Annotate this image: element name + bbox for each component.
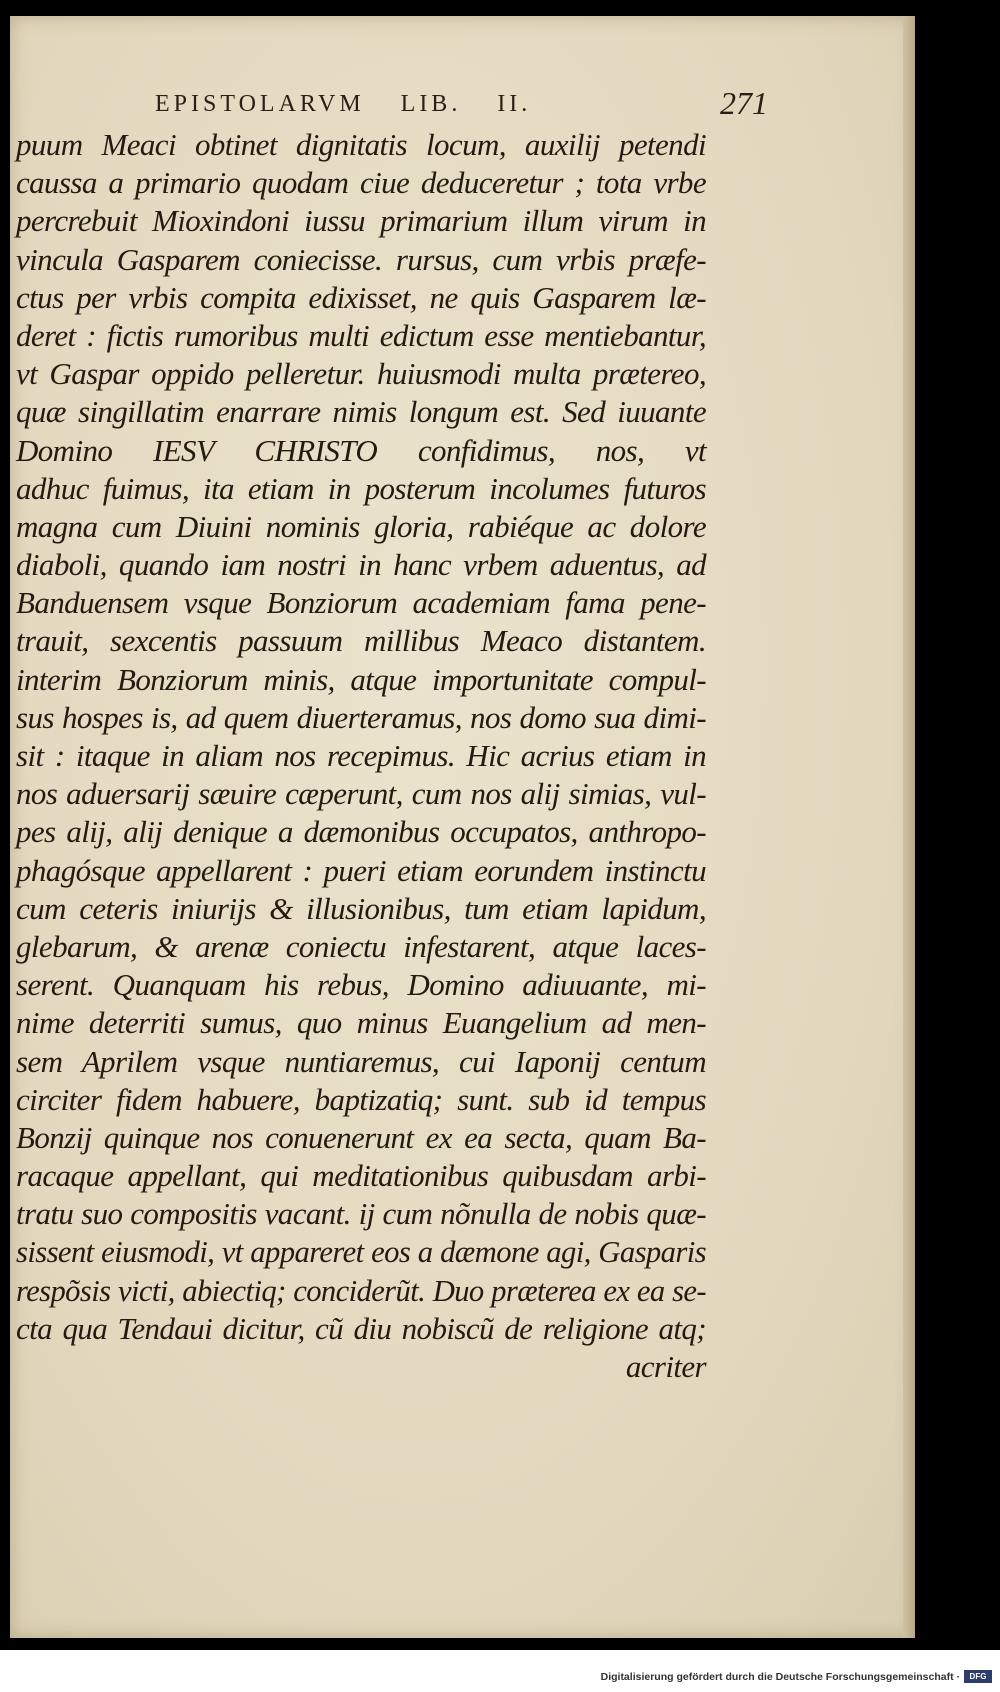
text-line: nos aduersarij sæuire cæperunt, cum nos alij simias, vul-: [16, 776, 706, 812]
footer-bar: [0, 1650, 1000, 1692]
text-line: vt Gaspar oppido pelleretur. huiusmodi multa prætereo,: [16, 356, 706, 392]
text-line: caussa a primario quodam ciue deduceretur ; tota vrbe: [16, 165, 706, 201]
text-line: nime deterriti sumus, quo minus Euangelium ad men-: [16, 1005, 706, 1041]
text-line: cta qua Tendaui dicitur, cũ diu nobiscũ de religione atq;: [16, 1310, 706, 1346]
text-line: sissent eiusmodi, vt appareret eos a dæmone agi, Gasparis: [16, 1235, 706, 1270]
text-line: Banduensem vsque Bonziorum academiam fama pene-: [16, 585, 706, 621]
text-line: percrebuit Mioxindoni iussu primarium illum virum in: [16, 203, 706, 239]
text-line: vincula Gasparem coniecisse. rursus, cum vrbis præfe-: [16, 241, 706, 277]
text-line: serent. Quanquam his rebus, Domino adiuuante, mi-: [16, 967, 706, 1003]
dfg-logo-icon: DFG: [964, 1670, 992, 1683]
text-line: sus hospes is, ad quem diuerteramus, nos domo sua dimi-: [16, 699, 706, 735]
text-line: sem Aprilem vsque nuntiaremus, cui Iaponij centum: [16, 1043, 706, 1079]
text-line: diaboli, quando iam nostri in hanc vrbem aduentus, ad: [16, 547, 706, 583]
text-line: racaque appellant, qui meditationibus quibusdam arbi-: [16, 1158, 706, 1194]
text-line: trauit, sexcentis passuum millibus Meaco distantem.: [16, 623, 706, 659]
page-number: 271: [720, 85, 768, 121]
text-line: magna cum Diuini nominis gloria, rabiéque ac dolore: [16, 508, 706, 544]
body-text: [16, 126, 706, 1386]
text-line: interim Bonziorum minis, atque importunitate compul-: [16, 661, 706, 697]
text-line: circiter fidem habuere, baptizatiq; sunt. sub id tempus: [16, 1081, 706, 1117]
catchword: acriter: [625, 1349, 706, 1384]
text-line: quæ singillatim enarrare nimis longum est. Sed iuuante: [16, 394, 706, 430]
text-line: sit : itaque in aliam nos recepimus. Hic acrius etiam in: [16, 738, 706, 773]
page-edge: [903, 16, 915, 1638]
text-line: ctus per vrbis compita edixisset, ne quis Gasparem læ-: [16, 279, 706, 315]
page-header: [155, 85, 855, 125]
text-line: pes alij, alij denique a dæmonibus occupatos, anthropo-: [16, 814, 706, 850]
text-line: cum ceteris iniurijs & illusionibus, tum etiam lapidum,: [16, 890, 706, 926]
text-line: Domino IESV CHRISTO confidimus, nos, vt: [16, 432, 706, 468]
text-line: puum Meaci obtinet dignitatis locum, auxilij petendi: [16, 127, 706, 162]
text-line: respõsis victi, abiectiq; conciderũt. Duo præterea ex ea se-: [16, 1273, 706, 1308]
funding-credit: Digitalisierung gefördert durch die Deutsche Forschungsgemeinschaft ·: [600, 1671, 960, 1683]
text-line: glebarum, & arenæ coniectu infestarent, atque laces-: [16, 928, 706, 964]
text-line: tratu suo compositis vacant. ij cum nõnulla de nobis quæ-: [16, 1196, 706, 1232]
text-line: Bonzij quinque nos conuenerunt ex ea secta, quam Ba-: [16, 1119, 706, 1155]
running-title: EPISTOLARVM LIB. II.: [155, 91, 532, 117]
text-line: adhuc fuimus, ita etiam in posterum incolumes futuros: [16, 470, 706, 506]
text-line: phagósque appellarent : pueri etiam eorundem instinctu: [16, 852, 706, 888]
text-line: deret : fictis rumoribus multi edictum esse mentiebantur,: [16, 317, 706, 353]
